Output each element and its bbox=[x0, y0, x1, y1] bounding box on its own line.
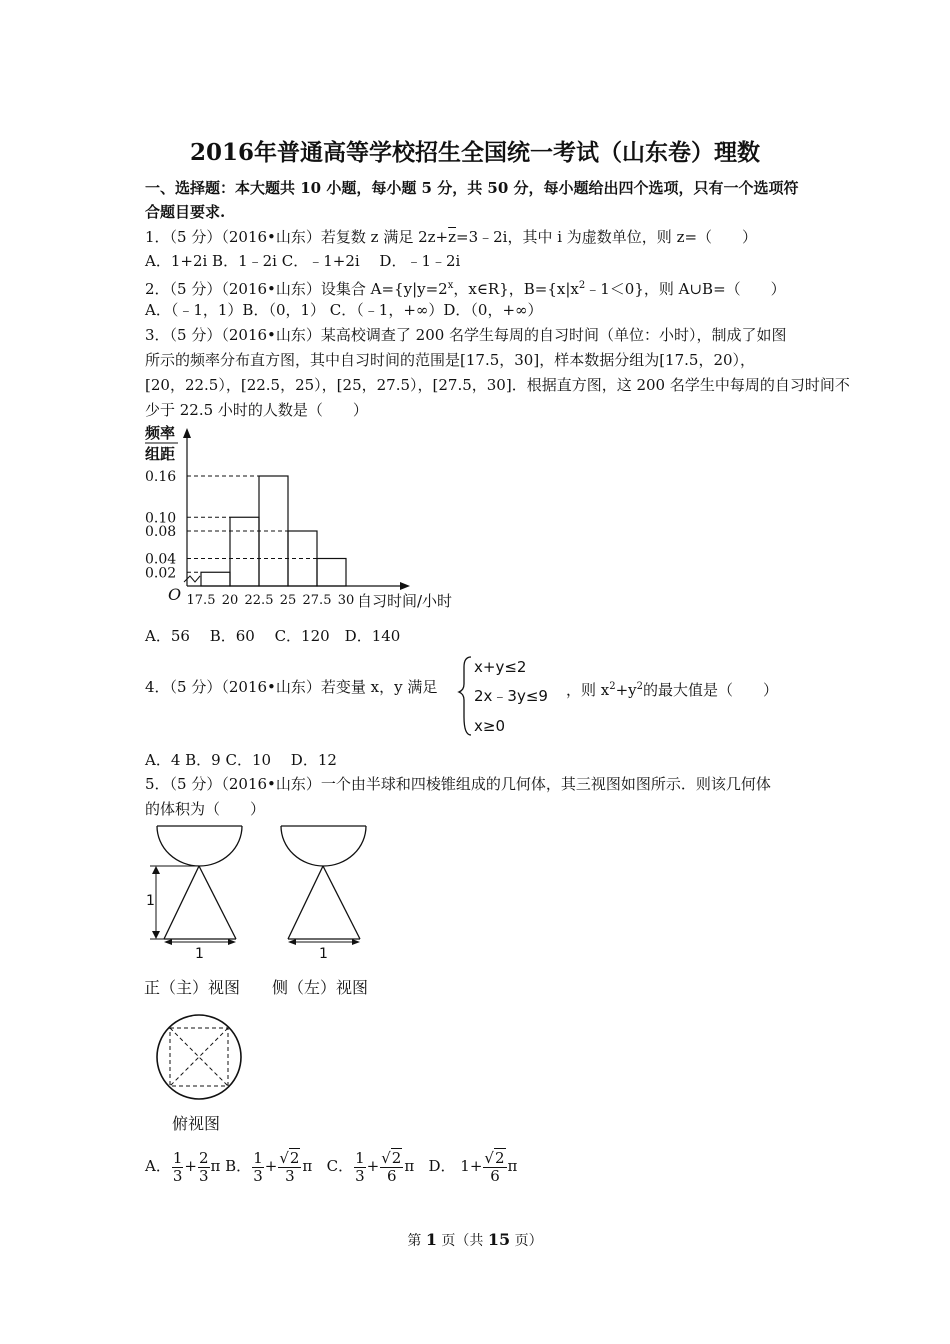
q5-optD-frac bbox=[483, 1150, 506, 1185]
sqrt-icon: √2 bbox=[484, 1148, 505, 1167]
x-tick-label: 22.5 bbox=[244, 593, 274, 608]
frac-num: 2 bbox=[198, 1148, 209, 1167]
q5-line2: 的体积为（ ） bbox=[145, 800, 266, 818]
footer-pre: 第 bbox=[407, 1233, 426, 1249]
q5-optC-frac2 bbox=[380, 1150, 403, 1185]
q3-line4: 少于 22.5 小时的人数是（ ） bbox=[145, 401, 368, 419]
q3-line1: 3．（5 分）（2016•山东）某高校调查了 200 名学生每周的自习时间（单位：小时），制成了如图 bbox=[145, 326, 787, 344]
y-tick-label: 0.16 bbox=[145, 469, 177, 485]
footer-page-number: 1 bbox=[425, 1230, 437, 1249]
frac-num: 1 bbox=[172, 1148, 183, 1167]
frac-den: 3 bbox=[172, 1166, 183, 1185]
q1-stem-b: =3﹣2i，其中 i 为虚数单位，则 z=（ ） bbox=[456, 228, 758, 246]
x-tick-label: 27.5 bbox=[302, 593, 332, 608]
q2-sup1: x bbox=[447, 280, 454, 291]
q1-options: A．1+2i B．1﹣2i C．﹣1+2i D．﹣1﹣2i bbox=[145, 252, 461, 270]
q5-optA-frac2 bbox=[198, 1150, 210, 1185]
x-axis-label: 自习时间/小时 bbox=[357, 592, 453, 610]
q5-optB-label: B． bbox=[225, 1157, 252, 1175]
y-tick-label: 0.02 bbox=[145, 565, 177, 582]
q3-line2: 所示的频率分布直方图，其中自习时间的范围是[17.5，30]，样本数据分组为[17.5，20）， bbox=[145, 351, 756, 369]
q2-stem-b: ，x∈R}，B={x|x bbox=[453, 280, 579, 298]
frac-den: 3 bbox=[253, 1166, 263, 1185]
q4-stem-d: 的最大值是（ ） bbox=[643, 681, 779, 699]
q4-stem-b: ，则 x bbox=[566, 681, 610, 699]
q5-optA-label: A． bbox=[145, 1157, 171, 1175]
q5-dim-width2: 1 bbox=[319, 946, 328, 962]
q4-stem-a: 4．（5 分）（2016•山东）若变量 x，y 满足 bbox=[145, 678, 438, 696]
y-tick-label: 0.10 bbox=[145, 510, 177, 527]
front-view bbox=[150, 826, 242, 945]
q4-constraint3: x≥0 bbox=[474, 717, 505, 735]
pi: π bbox=[507, 1157, 518, 1175]
x-tick-label: 30 bbox=[337, 593, 355, 608]
section-heading-line1: 一、选择题：本大题共 10 小题，每小题 5 分，共 50 分，每小题给出四个选项，只有一个选项符 bbox=[145, 179, 799, 197]
pi: π bbox=[302, 1157, 313, 1175]
y-tick-label: 0.08 bbox=[145, 524, 177, 540]
x-tick-label: 20 bbox=[221, 593, 239, 608]
frac-num-sqrt bbox=[278, 1150, 301, 1168]
y-tick-label: 0.04 bbox=[145, 551, 177, 568]
side-view-caption: 侧（左）视图 bbox=[272, 978, 369, 997]
frac-den: 3 bbox=[285, 1166, 295, 1185]
frac-num-sqrt bbox=[380, 1150, 403, 1168]
q5-optB-frac1 bbox=[252, 1150, 264, 1185]
q5-optB-frac2 bbox=[278, 1150, 301, 1185]
page-footer bbox=[0, 1230, 950, 1250]
q4-sup2: 2 bbox=[636, 681, 644, 692]
q4-stem-c: +y bbox=[615, 681, 637, 699]
footer-total-pages: 15 bbox=[487, 1230, 511, 1249]
plus: + bbox=[264, 1157, 278, 1175]
q5-optA-frac1 bbox=[172, 1150, 184, 1185]
q4-sup1: 2 bbox=[609, 681, 616, 692]
frac-den: 3 bbox=[355, 1166, 365, 1185]
one-plus: 1+ bbox=[460, 1157, 483, 1175]
radicand: 2 bbox=[289, 1148, 300, 1167]
q5-optD-label: D． bbox=[428, 1157, 456, 1175]
q5-optC-label: C． bbox=[326, 1157, 354, 1175]
q5-dim-width1: 1 bbox=[195, 946, 204, 962]
q2-stem-c: ﹣1＜0}，则 A∪B=（ ） bbox=[585, 280, 786, 298]
radicand: 2 bbox=[391, 1148, 402, 1167]
pi: π bbox=[404, 1157, 415, 1175]
hemisphere-arc bbox=[281, 826, 366, 866]
footer-post: 页） bbox=[510, 1233, 543, 1249]
plus: + bbox=[366, 1157, 380, 1175]
sqrt-icon: √2 bbox=[279, 1148, 300, 1167]
x-tick-label: 17.5 bbox=[186, 593, 216, 608]
frac-num-sqrt bbox=[483, 1150, 506, 1168]
q2-sup2: 2 bbox=[578, 280, 586, 291]
y-axis-label-bottom: 组距 bbox=[145, 445, 176, 463]
top-view bbox=[157, 1015, 241, 1099]
x-tick-label: 25 bbox=[279, 593, 297, 608]
q4-constraint1: x+y≤2 bbox=[474, 658, 527, 676]
page-title: 2016年普通高等学校招生全国统一考试（山东卷）理数 bbox=[189, 139, 760, 166]
q4-constraint2: 2x﹣3y≤9 bbox=[474, 687, 548, 705]
q5-line1: 5．（5 分）（2016•山东）一个由半球和四棱锥组成的几何体，其三视图如图所示．则该几何体 bbox=[145, 775, 771, 793]
top-view-caption: 俯视图 bbox=[172, 1114, 221, 1133]
pi: π bbox=[210, 1157, 221, 1175]
section-heading-line2: 合题目要求. bbox=[145, 203, 226, 221]
frac-den: 6 bbox=[386, 1166, 397, 1185]
q3-line3: [20，22.5），[22.5，25），[25，27.5），[27.5，30]．根据直方图，这 200 名学生中每周的自习时间不 bbox=[145, 376, 850, 394]
origin-label: O bbox=[168, 585, 182, 604]
frac-den: 6 bbox=[490, 1166, 500, 1185]
y-axis-label-top: 频率 bbox=[145, 424, 176, 442]
footer-mid: 页（共 bbox=[436, 1233, 488, 1249]
front-view-caption: 正（主）视图 bbox=[144, 978, 241, 997]
q2-options: A．（﹣1，1）B．（0，1） C．（﹣1，+∞）D．（0，+∞） bbox=[145, 301, 543, 319]
frac-num: 1 bbox=[355, 1148, 365, 1167]
q5-options bbox=[145, 1146, 517, 1186]
q1-conjugate-z: $\overline{z}$ bbox=[448, 228, 457, 246]
q5-optC-frac1 bbox=[354, 1150, 366, 1185]
hemisphere-arc bbox=[157, 826, 242, 866]
side-view bbox=[281, 826, 366, 945]
radicand: 2 bbox=[494, 1148, 505, 1167]
frac-num: 1 bbox=[253, 1148, 263, 1167]
frac-den: 3 bbox=[198, 1166, 209, 1185]
q1-stem-a: 1．（5 分）（2016•山东）若复数 z 满足 2z+ bbox=[145, 228, 449, 246]
q2-stem-a: 2．（5 分）（2016•山东）设集合 A={y|y=2 bbox=[145, 280, 448, 298]
plus: + bbox=[184, 1157, 197, 1175]
q5-dim-height: 1 bbox=[146, 893, 155, 909]
q4-options: A．4 B．9 C．10 D．12 bbox=[145, 751, 337, 769]
sqrt-icon: √2 bbox=[381, 1148, 402, 1167]
q3-options: A．56 B．60 C．120 D．140 bbox=[145, 627, 401, 645]
